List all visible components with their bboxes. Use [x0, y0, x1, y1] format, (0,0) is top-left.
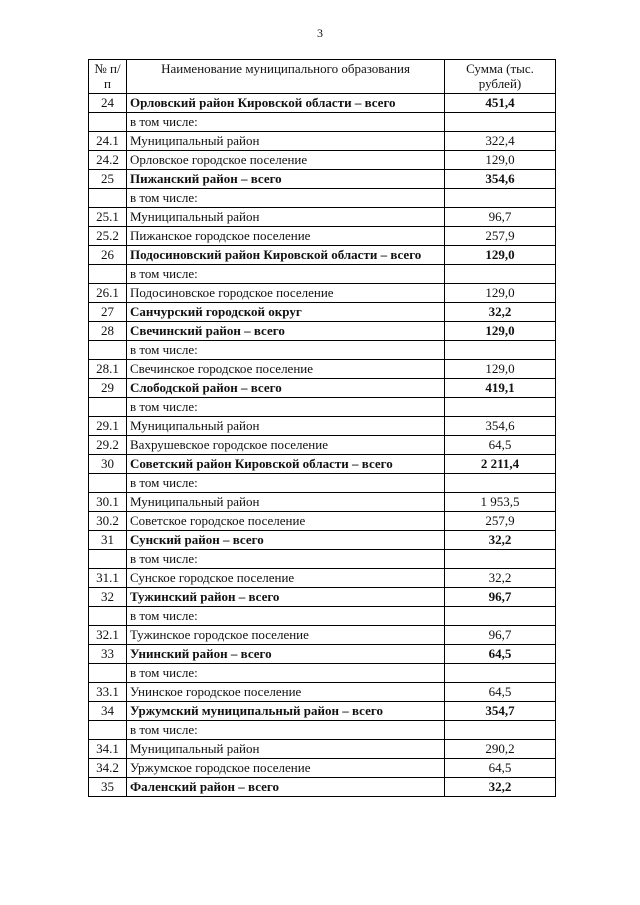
row-name-cell: Свечинский район – всего	[127, 322, 445, 341]
row-name-cell: в том числе:	[127, 113, 445, 132]
row-sum-cell: 2 211,4	[445, 455, 556, 474]
row-number-cell	[89, 265, 127, 284]
row-sum-cell: 419,1	[445, 379, 556, 398]
table-row	[89, 113, 556, 132]
row-sum-cell: 129,0	[445, 360, 556, 379]
row-number-cell: 29.1	[89, 417, 127, 436]
row-name-cell: в том числе:	[127, 341, 445, 360]
table-row	[89, 702, 556, 721]
table-row	[89, 683, 556, 702]
table-row	[89, 721, 556, 740]
row-name-cell: Пижанское городское поселение	[127, 227, 445, 246]
row-sum-cell	[445, 664, 556, 683]
header-number: № п/п	[89, 60, 127, 94]
row-number-cell: 34.1	[89, 740, 127, 759]
row-sum-cell	[445, 265, 556, 284]
row-name-cell: Слободской район – всего	[127, 379, 445, 398]
row-number-cell: 25	[89, 170, 127, 189]
table-row	[89, 94, 556, 113]
table-row	[89, 246, 556, 265]
row-name-cell: Орловский район Кировской области – всего	[127, 94, 445, 113]
row-name-cell: Фаленский район – всего	[127, 778, 445, 797]
table-row	[89, 664, 556, 683]
row-sum-cell: 129,0	[445, 322, 556, 341]
table-row	[89, 436, 556, 455]
row-sum-cell: 451,4	[445, 94, 556, 113]
table-row	[89, 455, 556, 474]
row-sum-cell	[445, 474, 556, 493]
row-sum-cell: 32,2	[445, 531, 556, 550]
row-name-cell: в том числе:	[127, 398, 445, 417]
row-name-cell: в том числе:	[127, 189, 445, 208]
row-sum-cell: 32,2	[445, 569, 556, 588]
table-row	[89, 417, 556, 436]
table-row	[89, 759, 556, 778]
row-sum-cell	[445, 721, 556, 740]
row-name-cell: Санчурский городской округ	[127, 303, 445, 322]
row-number-cell	[89, 607, 127, 626]
table-row	[89, 531, 556, 550]
table-row	[89, 208, 556, 227]
row-name-cell: в том числе:	[127, 607, 445, 626]
row-sum-cell: 257,9	[445, 227, 556, 246]
table-body	[89, 94, 556, 797]
row-number-cell: 27	[89, 303, 127, 322]
row-name-cell: Сунское городское поселение	[127, 569, 445, 588]
row-number-cell: 26	[89, 246, 127, 265]
row-sum-cell: 129,0	[445, 284, 556, 303]
table-row	[89, 170, 556, 189]
row-number-cell	[89, 550, 127, 569]
row-sum-cell: 354,6	[445, 417, 556, 436]
row-name-cell: Подосиновский район Кировской области – всего	[127, 246, 445, 265]
table-row	[89, 265, 556, 284]
row-sum-cell: 257,9	[445, 512, 556, 531]
table-row	[89, 550, 556, 569]
row-number-cell	[89, 341, 127, 360]
row-name-cell: Советское городское поселение	[127, 512, 445, 531]
row-number-cell: 29	[89, 379, 127, 398]
table-row	[89, 645, 556, 664]
row-number-cell: 26.1	[89, 284, 127, 303]
row-sum-cell: 96,7	[445, 208, 556, 227]
row-number-cell: 24	[89, 94, 127, 113]
row-name-cell: Муниципальный район	[127, 740, 445, 759]
row-number-cell: 25.1	[89, 208, 127, 227]
row-name-cell: Муниципальный район	[127, 208, 445, 227]
row-number-cell: 30	[89, 455, 127, 474]
row-sum-cell: 96,7	[445, 626, 556, 645]
row-name-cell: Вахрушевское городское поселение	[127, 436, 445, 455]
row-name-cell: Унинское городское поселение	[127, 683, 445, 702]
row-sum-cell	[445, 113, 556, 132]
row-name-cell: в том числе:	[127, 664, 445, 683]
table-row	[89, 322, 556, 341]
row-name-cell: Муниципальный район	[127, 493, 445, 512]
row-name-cell: Свечинское городское поселение	[127, 360, 445, 379]
row-sum-cell: 129,0	[445, 151, 556, 170]
header-name: Наименование муниципального образования	[127, 60, 445, 94]
table-row	[89, 474, 556, 493]
table-row	[89, 284, 556, 303]
row-number-cell: 32	[89, 588, 127, 607]
allocation-table	[88, 59, 556, 797]
row-sum-cell	[445, 607, 556, 626]
table-row	[89, 626, 556, 645]
row-number-cell: 32.1	[89, 626, 127, 645]
row-sum-cell	[445, 398, 556, 417]
row-number-cell: 31.1	[89, 569, 127, 588]
row-number-cell: 29.2	[89, 436, 127, 455]
row-sum-cell	[445, 550, 556, 569]
table-row	[89, 398, 556, 417]
row-name-cell: Унинский район – всего	[127, 645, 445, 664]
row-name-cell: Муниципальный район	[127, 417, 445, 436]
row-number-cell	[89, 113, 127, 132]
row-number-cell: 24.2	[89, 151, 127, 170]
table-row	[89, 227, 556, 246]
row-sum-cell: 64,5	[445, 759, 556, 778]
row-number-cell: 30.2	[89, 512, 127, 531]
row-sum-cell: 64,5	[445, 683, 556, 702]
row-number-cell: 28	[89, 322, 127, 341]
row-name-cell: в том числе:	[127, 265, 445, 284]
row-sum-cell: 354,6	[445, 170, 556, 189]
table-row	[89, 512, 556, 531]
row-name-cell: Уржумский муниципальный район – всего	[127, 702, 445, 721]
table-row	[89, 303, 556, 322]
row-name-cell: Подосиновское городское поселение	[127, 284, 445, 303]
row-number-cell: 25.2	[89, 227, 127, 246]
table-row	[89, 569, 556, 588]
row-number-cell	[89, 398, 127, 417]
row-number-cell: 33	[89, 645, 127, 664]
table-row	[89, 189, 556, 208]
row-name-cell: Орловское городское поселение	[127, 151, 445, 170]
row-name-cell: Советский район Кировской области – всего	[127, 455, 445, 474]
row-sum-cell: 32,2	[445, 303, 556, 322]
row-number-cell	[89, 664, 127, 683]
row-sum-cell: 64,5	[445, 645, 556, 664]
row-name-cell: Тужинское городское поселение	[127, 626, 445, 645]
table-row	[89, 778, 556, 797]
table-row	[89, 379, 556, 398]
table-row	[89, 588, 556, 607]
row-name-cell: Муниципальный район	[127, 132, 445, 151]
row-number-cell: 31	[89, 531, 127, 550]
row-sum-cell: 32,2	[445, 778, 556, 797]
table-row	[89, 151, 556, 170]
row-name-cell: Пижанский район – всего	[127, 170, 445, 189]
table-row	[89, 341, 556, 360]
row-sum-cell: 64,5	[445, 436, 556, 455]
row-number-cell	[89, 189, 127, 208]
row-name-cell: в том числе:	[127, 550, 445, 569]
row-number-cell: 34.2	[89, 759, 127, 778]
row-name-cell: Тужинский район – всего	[127, 588, 445, 607]
row-sum-cell	[445, 189, 556, 208]
row-sum-cell: 290,2	[445, 740, 556, 759]
row-number-cell: 34	[89, 702, 127, 721]
row-number-cell: 24.1	[89, 132, 127, 151]
page-number: 3	[317, 26, 323, 40]
table-row	[89, 360, 556, 379]
row-sum-cell: 1 953,5	[445, 493, 556, 512]
table-header-row	[89, 60, 556, 94]
header-sum: Сумма (тыс. рублей)	[445, 60, 556, 94]
table-row	[89, 607, 556, 626]
row-number-cell: 35	[89, 778, 127, 797]
row-number-cell: 28.1	[89, 360, 127, 379]
row-number-cell	[89, 721, 127, 740]
row-name-cell: Уржумское городское поселение	[127, 759, 445, 778]
row-sum-cell: 129,0	[445, 246, 556, 265]
row-sum-cell: 354,7	[445, 702, 556, 721]
table-row	[89, 740, 556, 759]
table-row	[89, 493, 556, 512]
row-sum-cell	[445, 341, 556, 360]
row-number-cell	[89, 474, 127, 493]
row-name-cell: Сунский район – всего	[127, 531, 445, 550]
row-name-cell: в том числе:	[127, 721, 445, 740]
table-row	[89, 132, 556, 151]
row-number-cell: 30.1	[89, 493, 127, 512]
row-sum-cell: 96,7	[445, 588, 556, 607]
row-name-cell: в том числе:	[127, 474, 445, 493]
row-number-cell: 33.1	[89, 683, 127, 702]
row-sum-cell: 322,4	[445, 132, 556, 151]
